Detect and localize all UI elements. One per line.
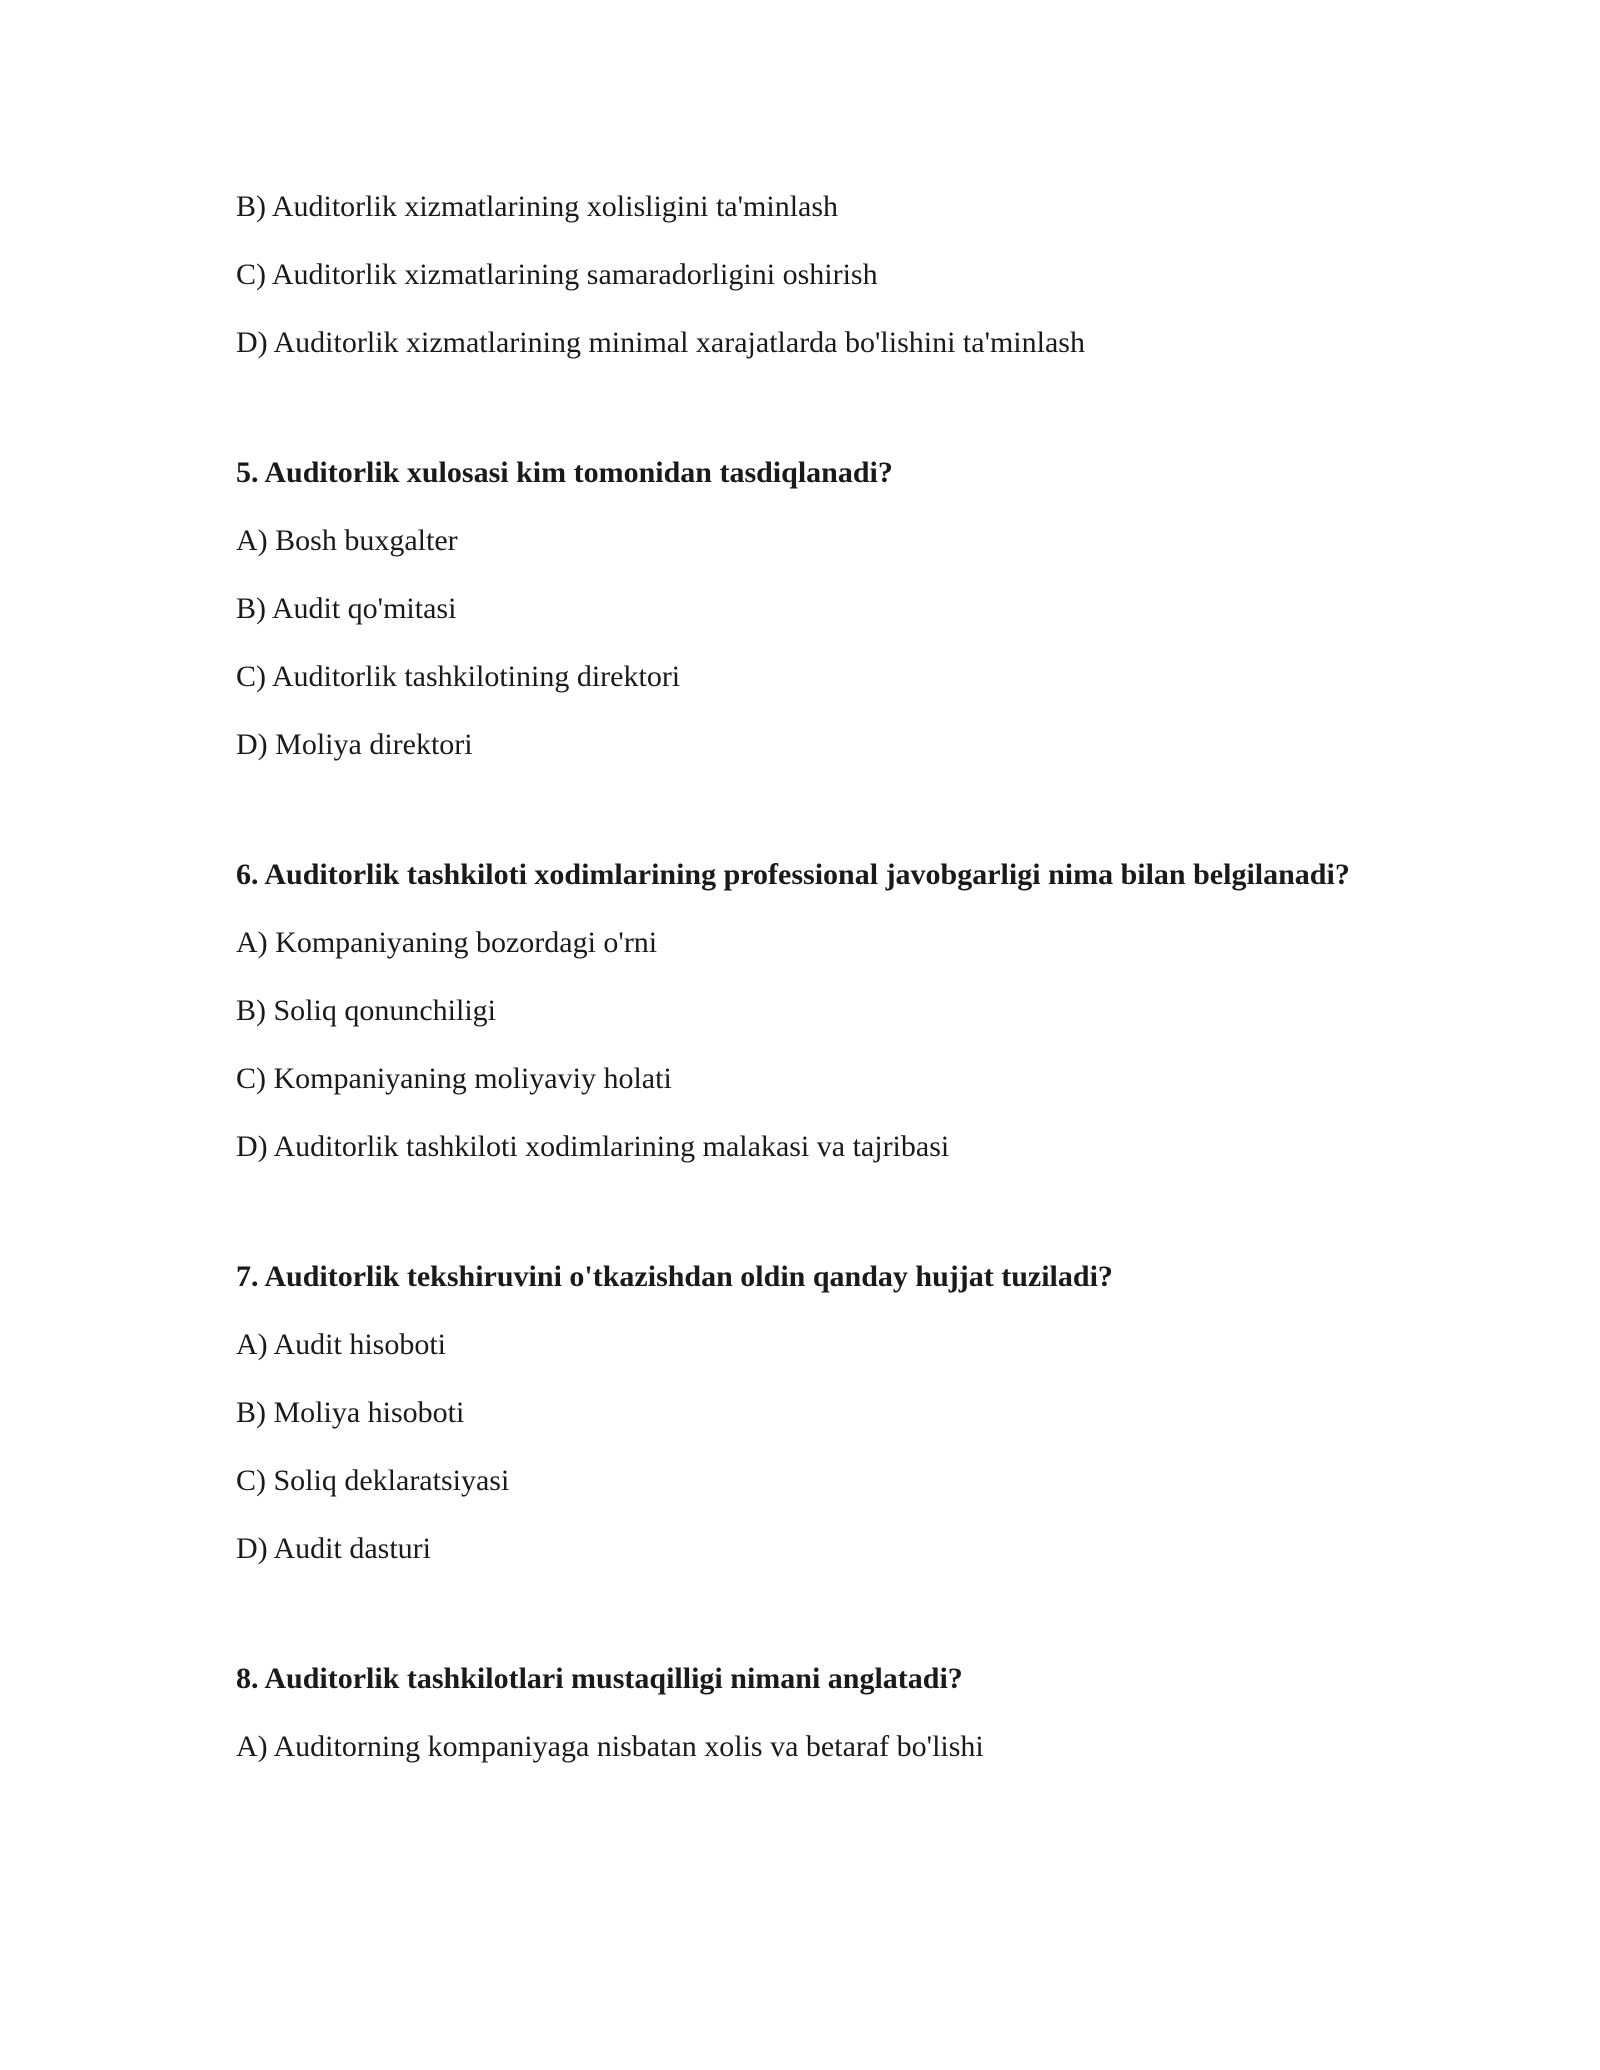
option-d: D) Auditorlik xizmatlarining minimal xarajatlarda bo'lishini ta'minlash (236, 326, 1085, 359)
option-b: B) Moliya hisoboti (236, 1396, 465, 1429)
option-c: C) Kompaniyaning moliyaviy holati (236, 1062, 672, 1095)
option-a: A) Bosh buxgalter (236, 524, 458, 557)
option-d: D) Auditorlik tashkiloti xodimlarining malakasi va tajribasi (236, 1130, 950, 1163)
option-d: D) Moliya direktori (236, 728, 473, 761)
option-a: A) Auditorning kompaniyaga nisbatan xolis va betaraf bo'lishi (236, 1730, 984, 1763)
question-6: 6. Auditorlik tashkiloti xodimlarining professional javobgarligi nima bilan belgilanadi? (236, 858, 1350, 891)
option-c: C) Auditorlik xizmatlarining samaradorligini oshirish (236, 258, 878, 291)
option-b: B) Auditorlik xizmatlarining xolisligini ta'minlash (236, 190, 839, 223)
option-b: B) Audit qo'mitasi (236, 592, 457, 625)
question-5: 5. Auditorlik xulosasi kim tomonidan tasdiqlanadi? (236, 456, 893, 489)
question-7: 7. Auditorlik tekshiruvini o'tkazishdan oldin qanday hujjat tuziladi? (236, 1260, 1113, 1293)
option-c: C) Soliq deklaratsiyasi (236, 1464, 510, 1497)
option-b: B) Soliq qonunchiligi (236, 994, 497, 1027)
question-8: 8. Auditorlik tashkilotlari mustaqilligi nimani anglatadi? (236, 1662, 963, 1695)
document-content (236, 186, 1356, 1794)
option-d: D) Audit dasturi (236, 1532, 431, 1565)
option-c: C) Auditorlik tashkilotining direktori (236, 660, 681, 693)
option-a: A) Kompaniyaning bozordagi o'rni (236, 926, 658, 959)
option-a: A) Audit hisoboti (236, 1328, 447, 1361)
